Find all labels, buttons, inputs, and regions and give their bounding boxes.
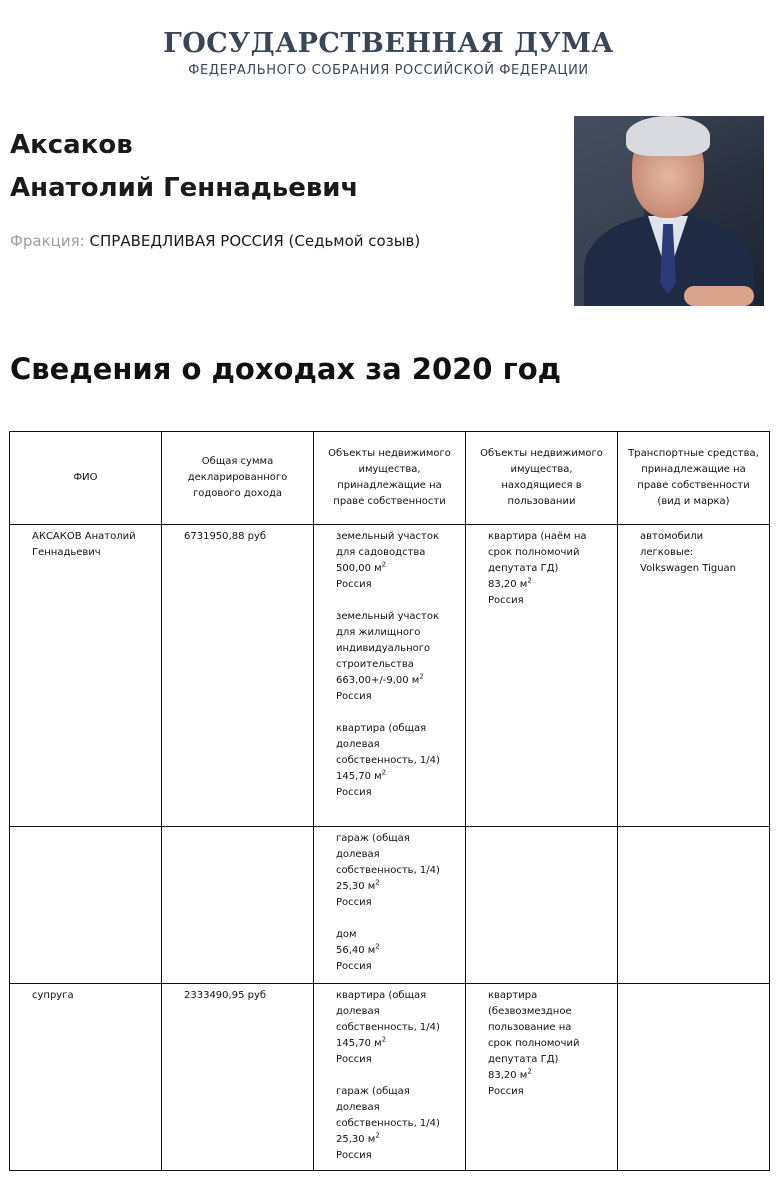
faction-label: Фракция: bbox=[10, 232, 85, 250]
property-area bbox=[336, 1036, 445, 1052]
table-header-row bbox=[10, 432, 770, 525]
cell-income: 2333490,95 руб bbox=[162, 984, 314, 1171]
property-item bbox=[336, 831, 445, 911]
property-country: Россия bbox=[336, 691, 372, 702]
property-description: гараж (общая долевая собственность, 1/4) bbox=[336, 833, 440, 876]
cell-income bbox=[162, 827, 314, 984]
cell-vehicles bbox=[618, 984, 770, 1171]
cell-owned-property bbox=[314, 827, 466, 984]
property-area bbox=[336, 943, 445, 959]
property-item bbox=[336, 927, 445, 975]
cell-vehicles bbox=[618, 827, 770, 984]
site-subtitle: ФЕДЕРАЛЬНОГО СОБРАНИЯ РОССИЙСКОЙ ФЕДЕРАЦИИ bbox=[188, 63, 589, 78]
person-surname: Аксаков bbox=[10, 130, 133, 160]
area-unit-superscript: 2 bbox=[381, 1035, 387, 1044]
area-unit-superscript: 2 bbox=[381, 768, 387, 777]
area-unit-superscript: 2 bbox=[375, 1131, 380, 1140]
property-area-value: 663,00+/-9,00 м bbox=[336, 675, 420, 686]
area-unit-superscript: 2 bbox=[419, 672, 424, 681]
column-header-used-property: Объекты недвижимого имущества, находящиеся в пользовании bbox=[466, 432, 618, 525]
site-header bbox=[0, 28, 777, 78]
cell-income: 6731950,88 руб bbox=[162, 525, 314, 827]
property-area-value: 500,00 м bbox=[336, 563, 382, 574]
column-header-name: ФИО bbox=[10, 432, 162, 525]
property-area bbox=[336, 1132, 445, 1148]
property-item bbox=[488, 529, 597, 609]
site-title[interactable]: ГОСУДАРСТВЕННАЯ ДУМА bbox=[163, 28, 614, 59]
property-area bbox=[336, 879, 445, 895]
cell-used-property bbox=[466, 984, 618, 1171]
property-country: Россия bbox=[488, 1086, 524, 1097]
property-description: гараж (общая долевая собственность, 1/4) bbox=[336, 1086, 440, 1129]
cell-used-property bbox=[466, 525, 618, 827]
property-country: Россия bbox=[336, 787, 372, 798]
property-area-value: 83,20 м bbox=[488, 579, 528, 590]
cell-vehicles: автомобили легковые: Volkswagen Tiguan bbox=[618, 525, 770, 827]
area-unit-superscript: 2 bbox=[381, 560, 387, 569]
property-item bbox=[336, 1084, 445, 1164]
cell-owned-property bbox=[314, 525, 466, 827]
area-unit-superscript: 2 bbox=[375, 942, 380, 951]
table-row bbox=[10, 525, 770, 827]
property-country: Россия bbox=[336, 1150, 372, 1161]
person-photo bbox=[574, 116, 764, 306]
property-area bbox=[336, 673, 445, 689]
column-header-income: Общая сумма декларированного годового дохода bbox=[162, 432, 314, 525]
property-description: земельный участок для жилищного индивидуального строительства bbox=[336, 611, 439, 670]
person-name bbox=[10, 124, 358, 210]
property-description: земельный участок для садоводства bbox=[336, 531, 439, 558]
income-section-title: Сведения о доходах за 2020 год bbox=[10, 352, 562, 386]
property-area-value: 56,40 м bbox=[336, 945, 376, 956]
property-item bbox=[336, 988, 445, 1068]
property-area-value: 25,30 м bbox=[336, 1134, 376, 1145]
area-unit-superscript: 2 bbox=[527, 576, 532, 585]
property-country: Россия bbox=[336, 1054, 372, 1065]
property-item bbox=[336, 721, 445, 801]
income-declaration-table bbox=[9, 431, 770, 1171]
property-description: квартира (общая долевая собственность, 1/4) bbox=[336, 990, 440, 1033]
property-country: Россия bbox=[336, 897, 372, 908]
property-description: дом bbox=[336, 929, 357, 940]
property-area-value: 83,20 м bbox=[488, 1070, 528, 1081]
property-area-value: 25,30 м bbox=[336, 881, 376, 892]
person-given-names: Анатолий Геннадьевич bbox=[10, 173, 359, 203]
property-country: Россия bbox=[336, 961, 372, 972]
property-country: Россия bbox=[336, 579, 372, 590]
property-description: квартира (наём на срок полномочий депутата ГД) bbox=[488, 531, 587, 574]
area-unit-superscript: 2 bbox=[375, 878, 380, 887]
property-area bbox=[336, 769, 445, 785]
property-area bbox=[488, 577, 597, 593]
property-area bbox=[488, 1068, 597, 1084]
faction-line bbox=[10, 232, 420, 250]
column-header-vehicles: Транспортные средства, принадлежащие на праве собственности (вид и марка) bbox=[618, 432, 770, 525]
faction-value[interactable]: СПРАВЕДЛИВАЯ РОССИЯ (Седьмой созыв) bbox=[89, 232, 421, 250]
cell-used-property bbox=[466, 827, 618, 984]
property-item bbox=[336, 529, 445, 593]
property-area bbox=[336, 561, 445, 577]
property-description: квартира (общая долевая собственность, 1/4) bbox=[336, 723, 440, 766]
area-unit-superscript: 2 bbox=[527, 1067, 532, 1076]
property-area-value: 145,70 м bbox=[336, 1038, 382, 1049]
property-area-value: 145,70 м bbox=[336, 771, 382, 782]
cell-owned-property bbox=[314, 984, 466, 1171]
property-item bbox=[488, 988, 597, 1100]
property-description: квартира (безвозмездное пользование на срок полномочий депутата ГД) bbox=[488, 990, 580, 1065]
property-country: Россия bbox=[488, 595, 524, 606]
table-row bbox=[10, 827, 770, 984]
column-header-owned-property: Объекты недвижимого имущества, принадлежащие на праве собственности bbox=[314, 432, 466, 525]
property-item bbox=[336, 609, 445, 705]
cell-name: супруга bbox=[10, 984, 162, 1171]
table-row bbox=[10, 984, 770, 1171]
cell-name bbox=[10, 827, 162, 984]
cell-name: АКСАКОВ Анатолий Геннадьевич bbox=[10, 525, 162, 827]
